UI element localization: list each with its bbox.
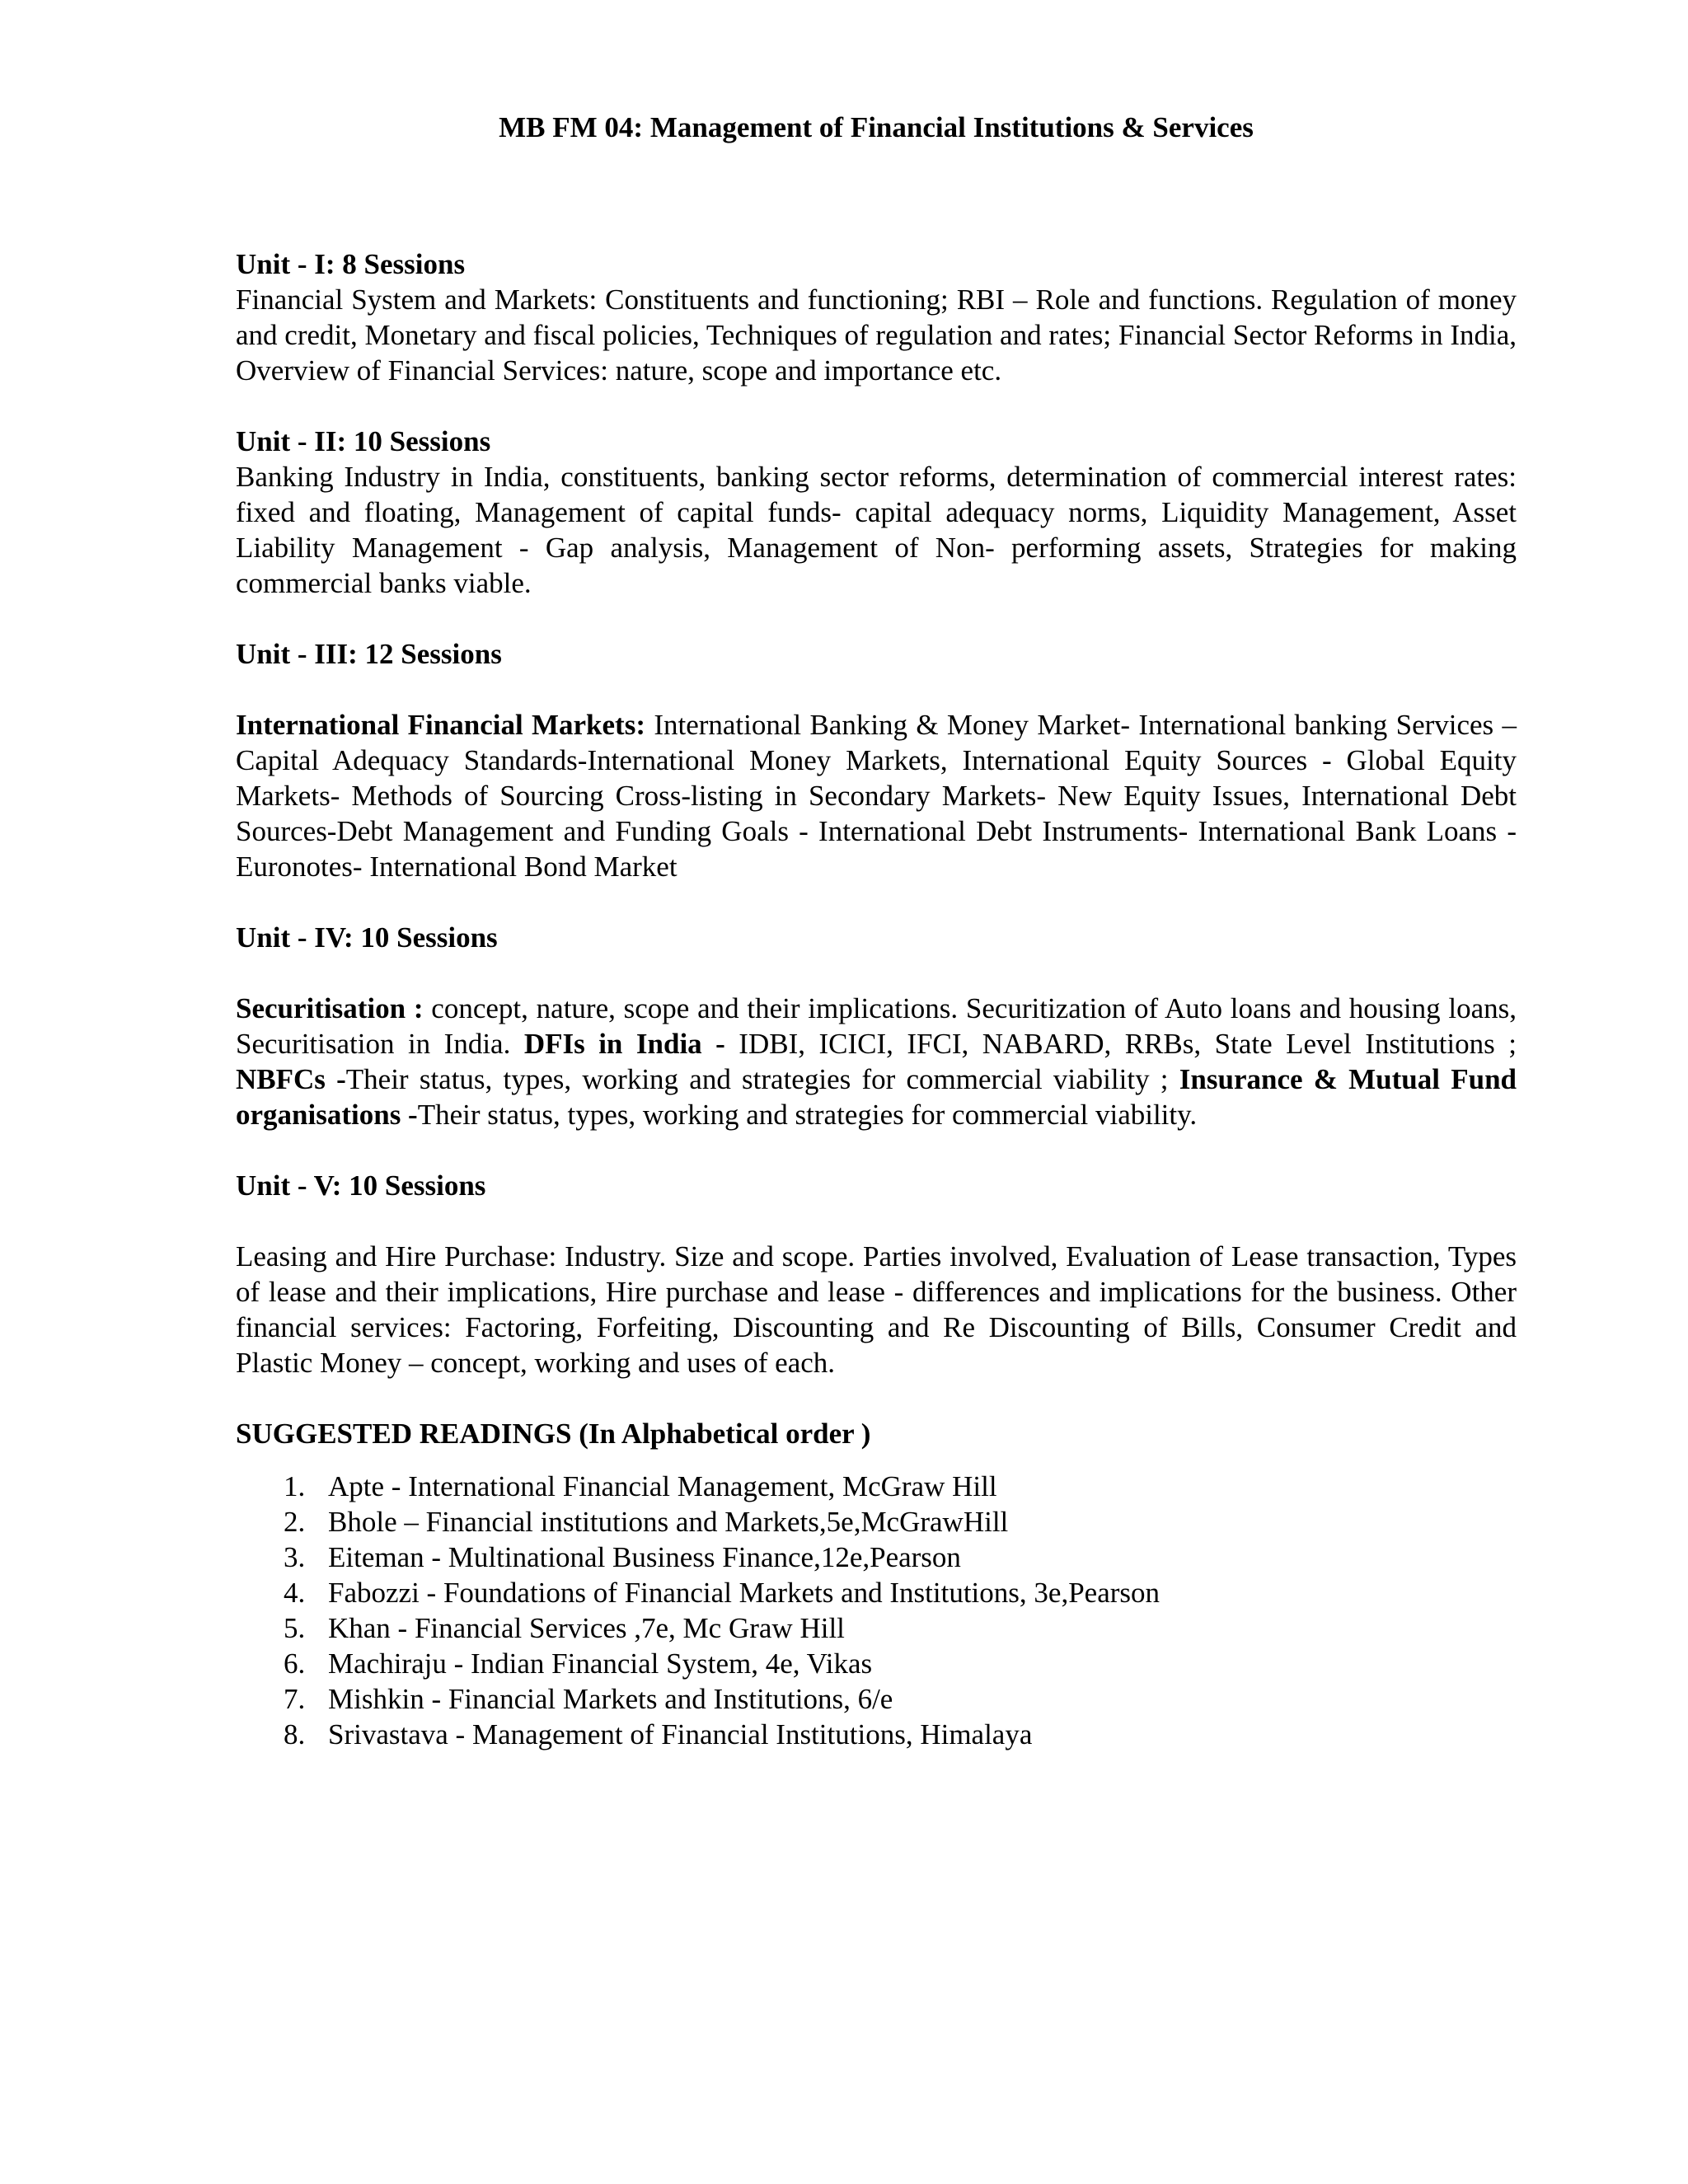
securitisation-text: concept, nature, scope and their implications. Securitization of Auto loans and housing loans, Securitisation in India.: [236, 992, 1517, 1060]
readings-heading: SUGGESTED READINGS (In Alphabetical order ): [236, 1418, 871, 1450]
unit-3-body: [236, 707, 1517, 884]
list-item: [284, 1469, 1160, 1504]
insurance-lead: Insurance & Mutual Fund organisations -: [236, 1063, 1517, 1131]
list-text: Khan - Financial Services ,7e, Mc Graw Hill: [328, 1612, 845, 1644]
list-number: 1.: [284, 1470, 306, 1502]
unit-4-body: [236, 991, 1517, 1132]
dfis-lead: DFIs in India -: [523, 1028, 725, 1060]
page-title: MB FM 04: Management of Financial Institutions & Services: [499, 111, 1254, 143]
unit-4-heading: Unit - IV: 10 Sessions: [236, 921, 498, 954]
nbfcs-text: Their status, types, working and strategies for commercial viability ;: [345, 1063, 1179, 1095]
list-number: 3.: [284, 1541, 306, 1573]
unit-5-heading: Unit - V: 10 Sessions: [236, 1169, 486, 1202]
list-item: [284, 1540, 1160, 1575]
list-text: Machiraju - Indian Financial System, 4e, Vikas: [328, 1647, 873, 1680]
unit-2-heading: Unit - II: 10 Sessions: [236, 425, 491, 457]
unit-1-body: Financial System and Markets: Constituents and functioning; RBI – Role and functions. Regulation of money and credit, Monetary and fiscal policies, Techniques of regulation and rates; Financial Sector Reforms in India, Overview of Financial Services: nature, scope and importance etc.: [236, 284, 1517, 387]
list-text: Apte - International Financial Management, McGraw Hill: [328, 1470, 997, 1502]
list-number: 8.: [284, 1718, 306, 1750]
unit-5-body: Leasing and Hire Purchase: Industry. Size and scope. Parties involved, Evaluation of Lease transaction, Types of lease and their implications, Hire purchase and lease - differences and implications for the business. Other financial services: Factoring, Forfeiting, Discounting and Re Discounting of Bills, Consumer Credit and Plastic Money – concept, working and uses of each.: [236, 1240, 1517, 1379]
readings-list: [284, 1469, 1160, 1752]
list-text: Eiteman - Multinational Business Finance,12e,Pearson: [328, 1541, 961, 1573]
list-number: 2.: [284, 1506, 306, 1538]
securitisation-lead: Securitisation :: [236, 992, 424, 1024]
unit-3-text: International Banking & Money Market- International banking Services – Capital Adequacy Standards-International Money Markets, International Equity Sources - Global Equity Markets- Methods of Sourcing Cross-listing in Secondary Markets- New Equity Issues, International Debt Sources-Debt Management and Funding Goals - International Debt Instruments- International Bank Loans - Euronotes- International Bond Market: [236, 709, 1517, 883]
list-number: 7.: [284, 1683, 306, 1715]
list-item: [284, 1504, 1160, 1540]
nbfcs-lead: NBFCs -: [236, 1063, 346, 1095]
unit-3-heading: Unit - III: 12 Sessions: [236, 638, 502, 670]
list-number: 6.: [284, 1647, 306, 1680]
dfis-text: IDBI, ICICI, IFCI, NABARD, RRBs, State Level Institutions ;: [724, 1028, 1517, 1060]
list-item: [284, 1717, 1160, 1752]
list-number: 4.: [284, 1577, 306, 1609]
list-item: [284, 1575, 1160, 1610]
list-text: Fabozzi - Foundations of Financial Markets and Institutions, 3e,Pearson: [328, 1577, 1160, 1609]
insurance-text: Their status, types, working and strategies for commercial viability.: [417, 1099, 1198, 1131]
list-text: Srivastava - Management of Financial Institutions, Himalaya: [328, 1718, 1033, 1750]
list-item: [284, 1681, 1160, 1717]
list-text: Mishkin - Financial Markets and Institutions, 6/e: [328, 1683, 893, 1715]
list-item: [284, 1646, 1160, 1681]
list-item: [284, 1610, 1160, 1646]
unit-1-heading: Unit - I: 8 Sessions: [236, 248, 466, 280]
list-number: 5.: [284, 1612, 306, 1644]
list-text: Bhole – Financial institutions and Markets,5e,McGrawHill: [328, 1506, 1009, 1538]
unit-2-body: Banking Industry in India, constituents, banking sector reforms, determination of commercial interest rates: fixed and floating, Management of capital funds- capital adequacy norms, Liquidity Management, Asset Liability Management - Gap analysis, Management of Non- performing assets, Strategies for making commercial banks viable.: [236, 461, 1517, 599]
unit-3-lead: International Financial Markets:: [236, 709, 645, 741]
